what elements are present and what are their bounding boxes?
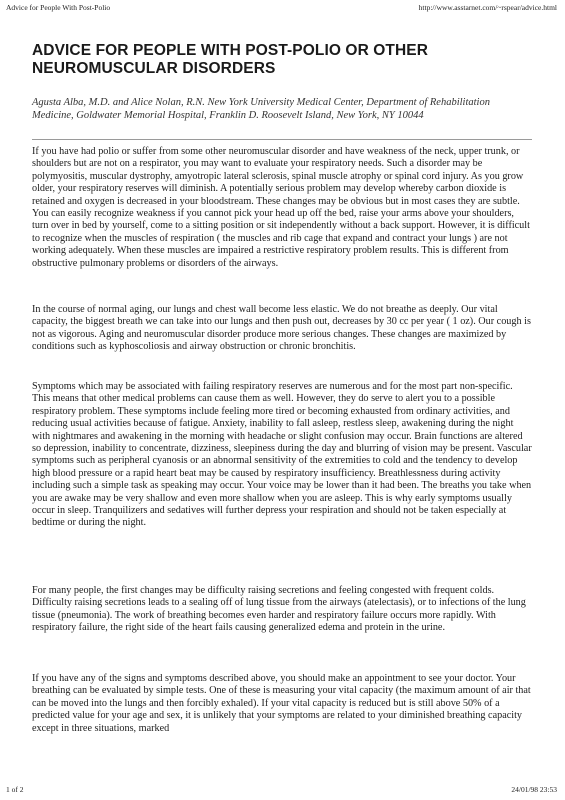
paragraph-intro: If you have had polio or suffer from some other neuromuscular disorder and have weakness of the neck, upper trunk, or shoulders but are not on a respirator, you may want to evaluate your respiratory needs. Such a disorder may be polymyositis, muscular dystrophy, amyotropic lateral sclerosis, spinal muscle atrophy or spinal cord injury. As you grow older, your respiratory reserves will diminish. A potentially serious problem may develop whereby carbon dioxide is retained and oxygen is decreased in your bloodstream. These changes may be obvious but in most cases they are subtle. You can easily recognize weakness if you cannot pick your head up off the bed, raise your arms above your shoulders, turn over in bed by yourself, come to a sitting position or sit independently without a back support. However, it is difficult to recognize when the muscles of respiration ( the muscles and rib cage that expand and contract your lungs ) are not working adequately. When these muscles are impaired a restrictive respiratory problem results. This is different from obstructive pulmonary problems or disorders of the airways.: [32, 146, 530, 269]
header-page-title: Advice for People With Post-Polio: [6, 3, 111, 12]
authors-affiliation: Agusta Alba, M.D. and Alice Nolan, R.N. New York University Medical Center, Department of Rehabilitation Medicine, Goldwater Memorial Hospital, Franklin D. Roosevelt Island, New York, NY 10044: [32, 97, 490, 121]
document-title: ADVICE FOR PEOPLE WITH POST-POLIO OR OTHER NEUROMUSCULAR DISORDERS: [32, 42, 429, 77]
print-header: [6, 3, 557, 12]
paragraph-evaluation: If you have any of the signs and symptoms described above, you should make an appointment to see your doctor. Your breathing can be evaluated by simple tests. One of these is measuring your vital capacity (the maximum amount of air that can be moved into the lungs and then forcibly exhaled). If your vital capacity is reduced but is still above 50% of a predicted value for your age and sex, it is unlikely that your symptoms are related to your diminished breathing capacity except in three situations, marked: [32, 673, 531, 734]
footer-timestamp: 24/01/98 23:53: [511, 785, 557, 794]
horizontal-rule: [32, 139, 532, 140]
paragraph-secretions: For many people, the first changes may be difficulty raising secretions and feeling congested with frequent colds. Difficulty raising secretions leads to a sealing off of lung tissue from the airways (atelectasis), or to infections of the lung tissue (pneumonia). The work of breathing becomes even harder and respiratory failure occurs more rapidly. With respiratory failure, the right side of the heart fails causing generalized edema and protein in the urine.: [32, 585, 526, 634]
header-url: http://www.asstarnet.com/~rspear/advice.html: [418, 3, 557, 12]
footer-page-number: 1 of 2: [6, 785, 24, 794]
print-footer: [6, 785, 557, 794]
paragraph-symptoms: Symptoms which may be associated with failing respiratory reserves are numerous and for the most part non-specific. This means that other medical problems can cause them as well. However, they do serve to alert you to a possible respiratory problem. These symptoms include feeling more tired or becoming exhausted from ordinary activities, and reducing usual activities because of fatigue. Anxiety, inability to fall asleep, restless sleep, awakening during the night with nightmares and awakening in the morning with headache or slight confusion may occur. Brain functions are altered so depression, inability to concentrate, dizziness, sleepiness during the day and blurring of vision may be present. Vascular symptoms such as peripheral cyanosis or an abnormal sensitivity of the extremities to cold and the tendency to develop high blood pressure or a rapid heart beat may be caused by respiratory insufficiency. Breathlessness during activity including such a simple task as speaking may occur. Your voice may be lower than it had been. The breaths you take when you are awake may be very shallow and even more shallow when you are asleep. This is why early symptoms usually occur in sleep. Tranquilizers and sedatives will further depress your respiration and should not be taken especially at bedtime or during the night.: [32, 381, 532, 529]
paragraph-aging: In the course of normal aging, our lungs and chest wall become less elastic. We do not breathe as deeply. Our vital capacity, the biggest breath we can take into our lungs and then push out, decreases by 30 cc per year ( 1 oz). Our cough is not as vigorous. Aging and neuromuscular disorder produce more serious changes. These changes are maximized by conditions such as kyphoscoliosis and airway obstruction or chronic bronchitis.: [32, 304, 531, 353]
